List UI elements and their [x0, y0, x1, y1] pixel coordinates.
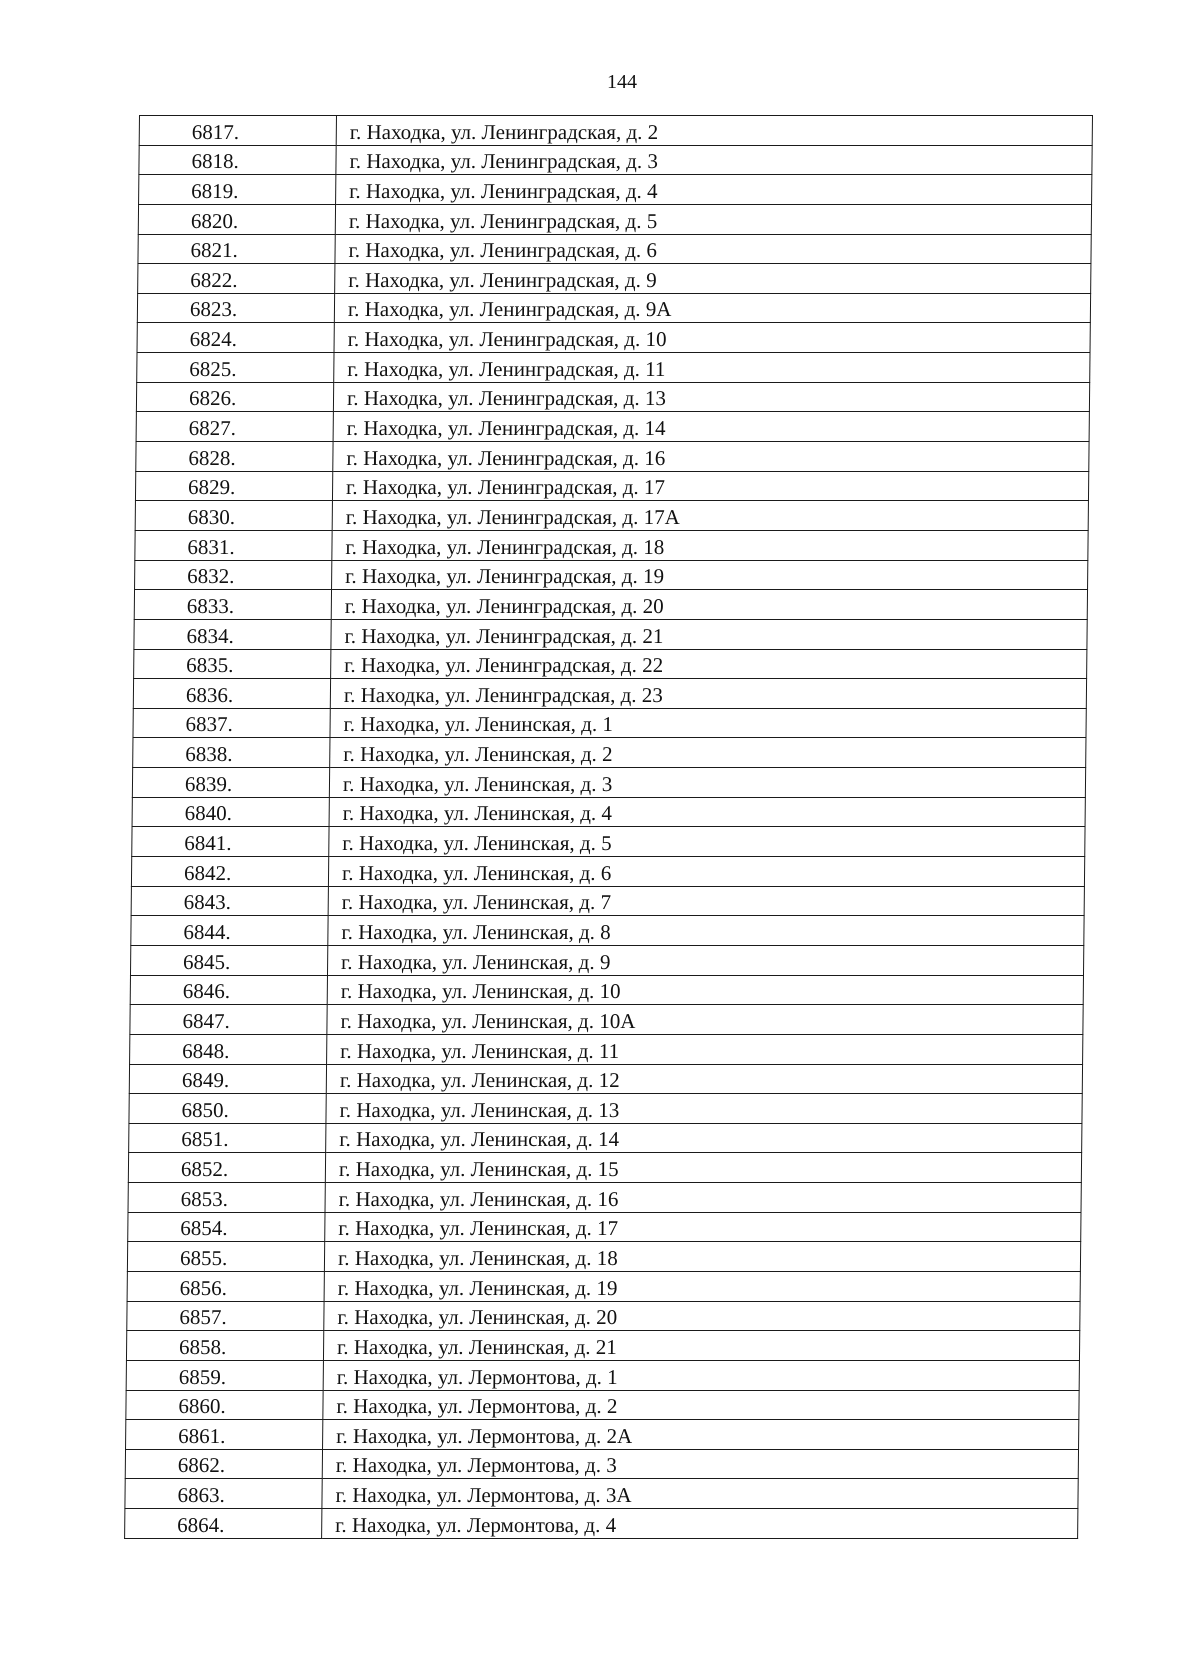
- row-address: г. Находка, ул. Ленинградская, д. 20: [331, 590, 1087, 620]
- table-row: [130, 975, 1083, 1005]
- row-address: г. Находка, ул. Ленинская, д. 8: [328, 916, 1084, 946]
- table-row: [135, 560, 1088, 590]
- row-address: г. Находка, ул. Ленинградская, д. 5: [335, 204, 1091, 234]
- table-row: [139, 175, 1092, 205]
- row-number: 6862.: [125, 1449, 322, 1479]
- row-address: г. Находка, ул. Ленинская, д. 5: [329, 827, 1085, 857]
- row-number: 6840.: [132, 797, 329, 827]
- row-address: г. Находка, ул. Ленинградская, д. 6: [335, 234, 1091, 264]
- table-row: [135, 471, 1088, 501]
- row-address: г. Находка, ул. Ленинская, д. 10: [327, 975, 1083, 1005]
- table-row: [126, 1390, 1079, 1420]
- row-address: г. Находка, ул. Ленинградская, д. 9: [335, 264, 1091, 294]
- table-row: [137, 353, 1090, 383]
- table-row: [134, 649, 1087, 679]
- table-row: [136, 412, 1089, 442]
- table-row: [132, 827, 1085, 857]
- row-number: 6830.: [135, 501, 332, 531]
- row-number: 6851.: [129, 1123, 326, 1153]
- table-row: [125, 1509, 1078, 1539]
- row-number: 6863.: [125, 1479, 322, 1509]
- row-number: 6845.: [130, 945, 327, 975]
- row-address: г. Находка, ул. Ленинская, д. 6: [328, 857, 1084, 887]
- row-address: г. Находка, ул. Лермонтова, д. 2: [323, 1390, 1079, 1420]
- row-address: г. Находка, ул. Ленинградская, д. 21: [331, 619, 1087, 649]
- table-row: [133, 679, 1086, 709]
- row-number: 6822.: [138, 264, 335, 294]
- row-address: г. Находка, ул. Ленинская, д. 15: [325, 1153, 1081, 1183]
- table-row: [129, 1123, 1082, 1153]
- row-address: г. Находка, ул. Ленинградская, д. 22: [331, 649, 1087, 679]
- row-address: г. Находка, ул. Ленинская, д. 13: [326, 1094, 1082, 1124]
- address-table: [124, 115, 1093, 1539]
- row-address: г. Находка, ул. Лермонтова, д. 3: [322, 1449, 1078, 1479]
- table-row: [130, 945, 1083, 975]
- row-number: 6854.: [128, 1212, 325, 1242]
- row-address: г. Находка, ул. Лермонтова, д. 3А: [322, 1479, 1078, 1509]
- row-address: г. Находка, ул. Ленинская, д. 19: [324, 1271, 1080, 1301]
- table-row: [132, 768, 1085, 798]
- row-address: г. Находка, ул. Ленинская, д. 1: [330, 708, 1086, 738]
- row-address: г. Находка, ул. Ленинградская, д. 14: [333, 412, 1089, 442]
- row-address: г. Находка, ул. Лермонтова, д. 1: [323, 1360, 1079, 1390]
- row-number: 6818.: [139, 145, 336, 175]
- table-row: [126, 1331, 1079, 1361]
- row-address: г. Находка, ул. Ленинградская, д. 17А: [332, 501, 1088, 531]
- table-row: [136, 442, 1089, 472]
- table-row: [138, 204, 1091, 234]
- row-number: 6859.: [126, 1360, 323, 1390]
- table-row: [134, 619, 1087, 649]
- table-row: [137, 323, 1090, 353]
- row-number: 6838.: [133, 738, 330, 768]
- row-number: 6844.: [131, 916, 328, 946]
- table-row: [138, 234, 1091, 264]
- row-address: г. Находка, ул. Ленинская, д. 18: [324, 1242, 1080, 1272]
- table-row: [131, 886, 1084, 916]
- row-number: 6833.: [134, 590, 331, 620]
- table-row: [128, 1212, 1081, 1242]
- table-row: [127, 1301, 1080, 1331]
- row-number: 6826.: [136, 382, 333, 412]
- table-row: [135, 530, 1088, 560]
- page-number: 144: [607, 71, 637, 93]
- row-number: 6823.: [137, 293, 334, 323]
- row-address: г. Находка, ул. Ленинская, д. 17: [325, 1212, 1081, 1242]
- row-number: 6841.: [132, 827, 329, 857]
- row-address: г. Находка, ул. Ленинская, д. 10А: [327, 1005, 1083, 1035]
- table-row: [137, 293, 1090, 323]
- table-row: [127, 1242, 1080, 1272]
- table-row: [128, 1183, 1081, 1213]
- row-number: 6839.: [132, 768, 329, 798]
- row-address: г. Находка, ул. Ленинградская, д. 13: [333, 382, 1089, 412]
- row-number: 6852.: [128, 1153, 325, 1183]
- row-number: 6832.: [135, 560, 332, 590]
- row-address: г. Находка, ул. Ленинская, д. 21: [323, 1331, 1079, 1361]
- row-address: г. Находка, ул. Ленинская, д. 14: [326, 1123, 1082, 1153]
- row-address: г. Находка, ул. Ленинская, д. 16: [325, 1183, 1081, 1213]
- table-row: [133, 708, 1086, 738]
- address-table-body: [125, 116, 1093, 1539]
- address-table-container: [124, 115, 1093, 1539]
- table-row: [125, 1479, 1078, 1509]
- row-number: 6843.: [131, 886, 328, 916]
- table-row: [129, 1064, 1082, 1094]
- row-number: 6864.: [125, 1509, 322, 1539]
- table-row: [131, 916, 1084, 946]
- row-number: 6837.: [133, 708, 330, 738]
- row-number: 6847.: [130, 1005, 327, 1035]
- row-number: 6825.: [137, 353, 334, 383]
- row-address: г. Находка, ул. Ленинская, д. 4: [329, 797, 1085, 827]
- row-number: 6861.: [126, 1420, 323, 1450]
- row-number: 6829.: [135, 471, 332, 501]
- table-row: [133, 738, 1086, 768]
- row-address: г. Находка, ул. Ленинская, д. 3: [329, 768, 1085, 798]
- row-address: г. Находка, ул. Ленинградская, д. 17: [332, 471, 1088, 501]
- row-address: г. Находка, ул. Ленинградская, д. 10: [334, 323, 1090, 353]
- row-address: г. Находка, ул. Ленинградская, д. 9А: [334, 293, 1090, 323]
- table-row: [126, 1420, 1079, 1450]
- table-row: [127, 1271, 1080, 1301]
- row-address: г. Находка, ул. Лермонтова, д. 2А: [323, 1420, 1079, 1450]
- table-row: [128, 1153, 1081, 1183]
- row-number: 6857.: [127, 1301, 324, 1331]
- row-address: г. Находка, ул. Ленинградская, д. 19: [332, 560, 1088, 590]
- row-address: г. Находка, ул. Ленинградская, д. 4: [336, 175, 1092, 205]
- row-address: г. Находка, ул. Ленинская, д. 7: [328, 886, 1084, 916]
- row-number: 6828.: [136, 442, 333, 472]
- row-number: 6824.: [137, 323, 334, 353]
- row-number: 6856.: [127, 1271, 324, 1301]
- row-number: 6849.: [129, 1064, 326, 1094]
- row-number: 6848.: [130, 1034, 327, 1064]
- row-number: 6827.: [136, 412, 333, 442]
- table-row: [134, 590, 1087, 620]
- table-row: [126, 1360, 1079, 1390]
- row-number: 6834.: [134, 619, 331, 649]
- row-address: г. Находка, ул. Ленинская, д. 2: [330, 738, 1086, 768]
- row-address: г. Находка, ул. Ленинградская, д. 23: [330, 679, 1086, 709]
- row-number: 6821.: [138, 234, 335, 264]
- row-number: 6817.: [139, 116, 336, 146]
- table-row: [138, 264, 1091, 294]
- row-address: г. Находка, ул. Ленинская, д. 20: [324, 1301, 1080, 1331]
- row-number: 6846.: [130, 975, 327, 1005]
- row-number: 6842.: [131, 857, 328, 887]
- table-row: [125, 1449, 1078, 1479]
- row-number: 6836.: [133, 679, 330, 709]
- table-row: [139, 116, 1092, 146]
- table-row: [139, 145, 1092, 175]
- table-row: [129, 1094, 1082, 1124]
- row-number: 6855.: [127, 1242, 324, 1272]
- row-number: 6858.: [126, 1331, 323, 1361]
- row-address: г. Находка, ул. Ленинградская, д. 2: [336, 116, 1092, 146]
- row-address: г. Находка, ул. Ленинградская, д. 11: [334, 353, 1090, 383]
- table-row: [135, 501, 1088, 531]
- row-number: 6835.: [134, 649, 331, 679]
- row-number: 6819.: [139, 175, 336, 205]
- table-row: [131, 857, 1084, 887]
- row-address: г. Находка, ул. Ленинградская, д. 18: [332, 530, 1088, 560]
- row-address: г. Находка, ул. Ленинская, д. 11: [327, 1034, 1083, 1064]
- row-number: 6860.: [126, 1390, 323, 1420]
- table-row: [130, 1005, 1083, 1035]
- row-address: г. Находка, ул. Ленинградская, д. 3: [336, 145, 1092, 175]
- table-row: [132, 797, 1085, 827]
- row-address: г. Находка, ул. Ленинградская, д. 16: [333, 442, 1089, 472]
- row-address: г. Находка, ул. Ленинская, д. 9: [327, 945, 1083, 975]
- row-number: 6820.: [138, 204, 335, 234]
- row-number: 6853.: [128, 1183, 325, 1213]
- row-address: г. Находка, ул. Ленинская, д. 12: [326, 1064, 1082, 1094]
- table-row: [130, 1034, 1083, 1064]
- row-number: 6831.: [135, 530, 332, 560]
- row-address: г. Находка, ул. Лермонтова, д. 4: [322, 1509, 1078, 1539]
- row-number: 6850.: [129, 1094, 326, 1124]
- table-row: [136, 382, 1089, 412]
